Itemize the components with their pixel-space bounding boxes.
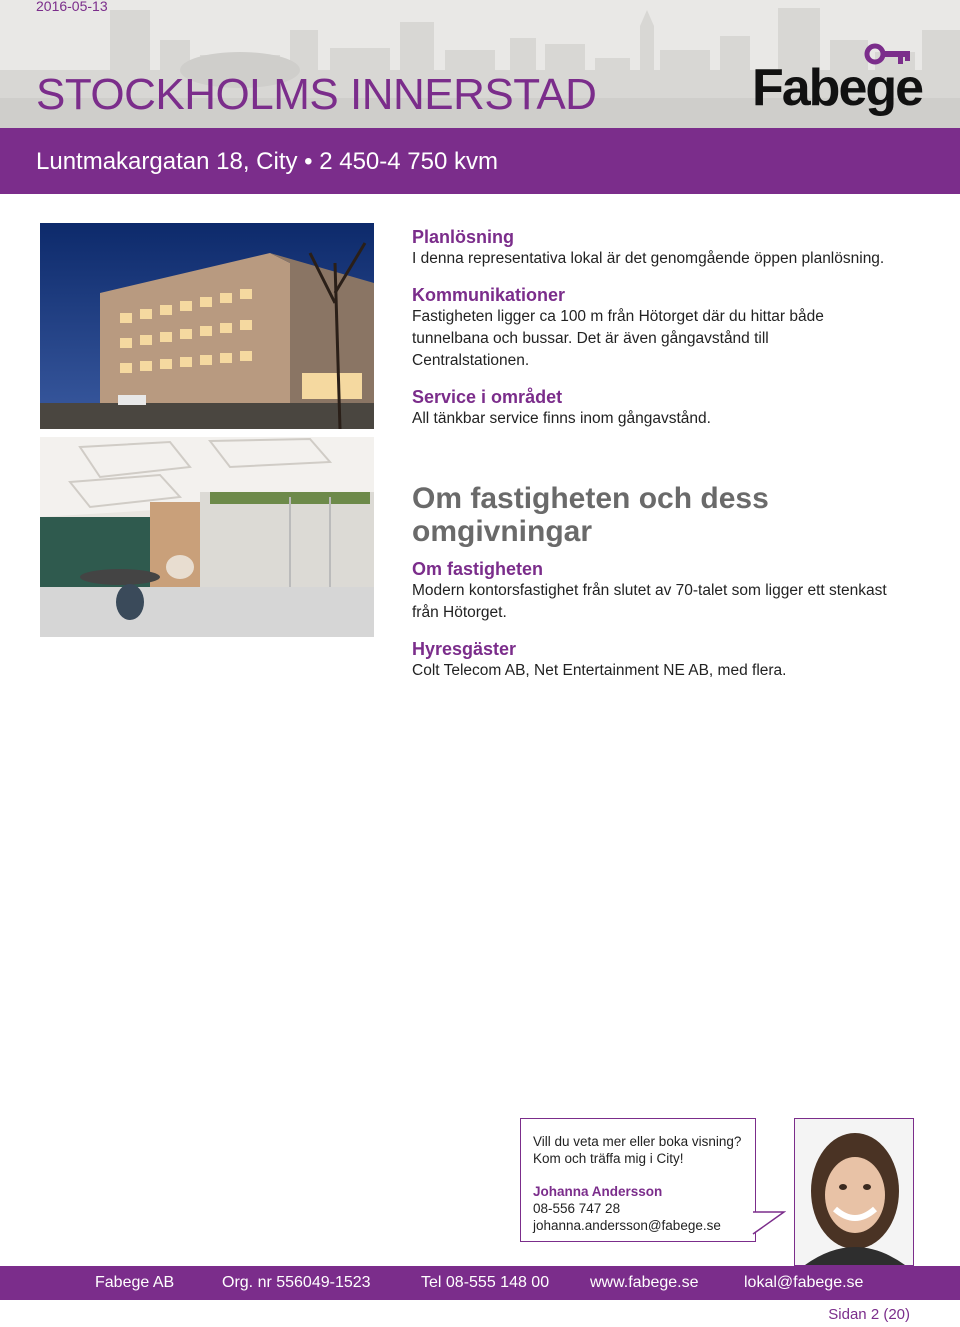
office-interior-photo	[40, 437, 374, 637]
contact-phone[interactable]: 08-556 747 28	[533, 1201, 621, 1216]
section-heading: Om fastigheten	[412, 559, 544, 579]
section-heading: Hyresgäster	[412, 639, 517, 659]
page-footer	[0, 1266, 960, 1300]
contact-line-1: Vill du veta mer eller boka visning?	[533, 1134, 742, 1149]
logo-wordmark: Fabege	[752, 59, 923, 117]
section-kommunikationer	[412, 284, 932, 372]
footer-company: Fabege AB	[95, 1274, 175, 1291]
building-exterior-photo	[40, 223, 374, 429]
section-text: I denna representativa lokal är det genomgående öppen planlösning.	[412, 250, 885, 267]
contact-email[interactable]: johanna.andersson@fabege.se	[533, 1218, 721, 1233]
section-service	[412, 386, 932, 430]
footer-email-link[interactable]: lokal@fabege.se	[744, 1274, 864, 1291]
contact-speech-bubble	[520, 1118, 756, 1242]
contact-portrait	[794, 1118, 914, 1266]
section-text: All tänkbar service finns inom gångavstånd.	[412, 410, 711, 427]
section-hyresgaster	[412, 638, 932, 682]
property-address: Luntmakargatan 18, City • 2 450-4 750 kvm	[36, 148, 498, 175]
section-planlosning	[412, 226, 932, 270]
address-bar	[0, 128, 960, 194]
footer-website-link[interactable]: www.fabege.se	[590, 1274, 699, 1291]
page-header	[0, 0, 960, 128]
footer-org-number: Org. nr 556049-1523	[222, 1274, 371, 1291]
contact-line-2: Kom och träffa mig i City!	[533, 1151, 684, 1166]
page-number: Sidan 2 (20)	[828, 1306, 910, 1323]
section-text: Colt Telecom AB, Net Entertainment NE AB, med flera.	[412, 662, 787, 679]
contact-name: Johanna Andersson	[533, 1184, 663, 1199]
section-heading: Kommunikationer	[412, 285, 566, 305]
section-heading: Service i området	[412, 387, 563, 407]
fabege-logo	[748, 40, 923, 124]
section-om-fastigheten	[412, 558, 932, 624]
about-title: Om fastigheten och dess omgivningar	[412, 482, 769, 548]
footer-phone[interactable]: Tel 08-555 148 00	[421, 1274, 550, 1291]
document-date: 2016-05-13	[36, 0, 108, 14]
property-description	[412, 226, 932, 696]
section-text: Fastigheten ligger ca 100 m från Hötorget där du hittar både tunnelbana och bussar. Det är även gångavstånd till Centralstationen.	[412, 308, 824, 369]
section-heading: Planlösning	[412, 227, 515, 247]
speech-bubble-tail	[752, 1208, 786, 1238]
page-title: STOCKHOLMS INNERSTAD	[36, 70, 597, 119]
section-text: Modern kontorsfastighet från slutet av 70-talet som ligger ett stenkast från Hötorget.	[412, 582, 887, 621]
